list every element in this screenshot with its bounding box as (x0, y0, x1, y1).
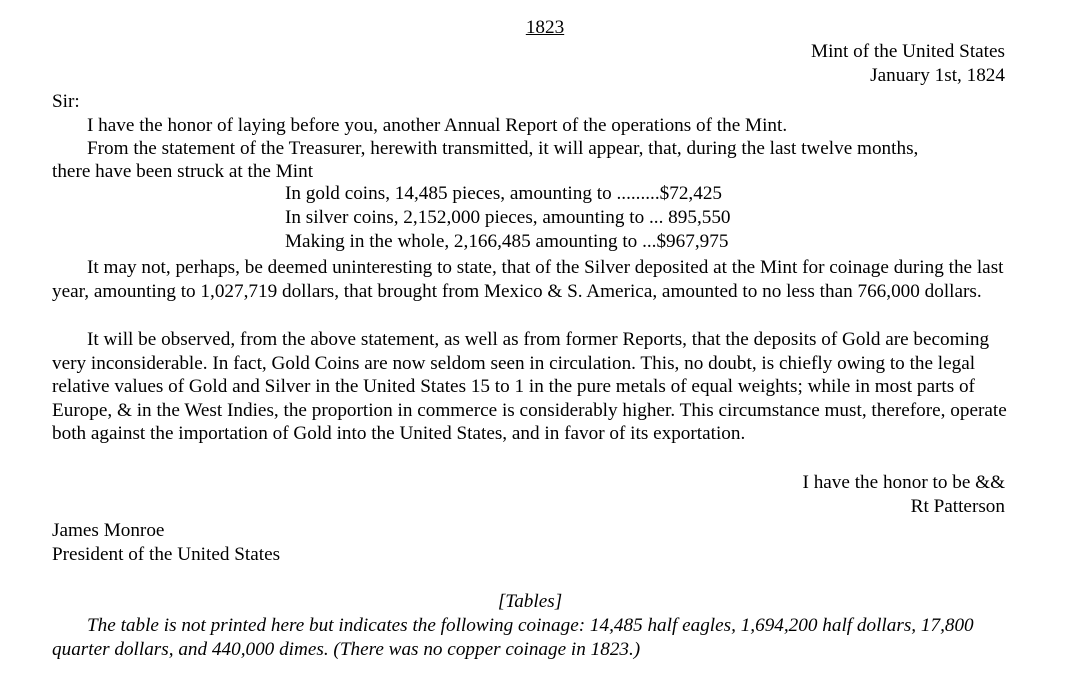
tables-note: The table is not printed here but indicates the following coinage: 14,485 half eagles, 1,694,200 half dollars, 17,800 quarter dollars, and 440,000 dimes. (There was no copper coinage in 1823.) (52, 615, 974, 660)
paragraph-treasurer-line2: there have been struck at the Mint (52, 161, 314, 182)
letter-date: January 1st, 1824 (870, 65, 1005, 86)
coinage-gold-row: In gold coins, 14,485 pieces, amounting to .........$72,425 (285, 183, 723, 204)
paragraph-gold-deposits (52, 328, 1012, 446)
coinage-summary (285, 182, 731, 254)
salutation: Sir: (52, 91, 80, 112)
coinage-silver-row: In silver coins, 2,152,000 pieces, amounting to ... 895,550 (285, 207, 731, 228)
coinage-total-row: Making in the whole, 2,166,485 amounting to ...$967,975 (285, 231, 729, 252)
paragraph-silver-deposits-text: It may not, perhaps, be deemed uninteresting to state, that of the Silver deposited at the Mint for coinage during the last year, amounting to 1,027,719 dollars, that brought from Mexico & S. America, amounted to no less than 766,000 dollars. (52, 257, 1004, 302)
document-year: 1823 (525, 17, 565, 38)
tables-label: [Tables] (497, 591, 563, 612)
paragraph-gold-deposits-text: It will be observed, from the above statement, as well as from former Reports, that the deposits of Gold are becoming very inconsiderable. In fact, Gold Coins are now seldom seen in circulation. This, no doubt, is chiefly owing to the legal relative values of Gold and Silver in the United States 15 to 1 in the pure metals of equal weights; while in most parts of Europe, & in the West Indies, the proportion in commerce is considerably higher. This circumstance must, therefore, operate both against the importation of Gold into the United States, and in favor of its exportation. (52, 329, 1007, 444)
paragraph-treasurer-line1: From the statement of the Treasurer, herewith transmitted, it will appear, that, during the last twelve months, (87, 138, 919, 159)
paragraph-intro: I have the honor of laying before you, another Annual Report of the operations of the Mint. (87, 115, 788, 136)
closing-line: I have the honor to be && (802, 472, 1005, 493)
addressee-name: James Monroe (52, 520, 165, 541)
addressee-title: President of the United States (52, 544, 281, 565)
sender-place: Mint of the United States (811, 41, 1005, 62)
signature: Rt Patterson (910, 496, 1005, 517)
paragraph-silver-deposits (52, 256, 1012, 303)
